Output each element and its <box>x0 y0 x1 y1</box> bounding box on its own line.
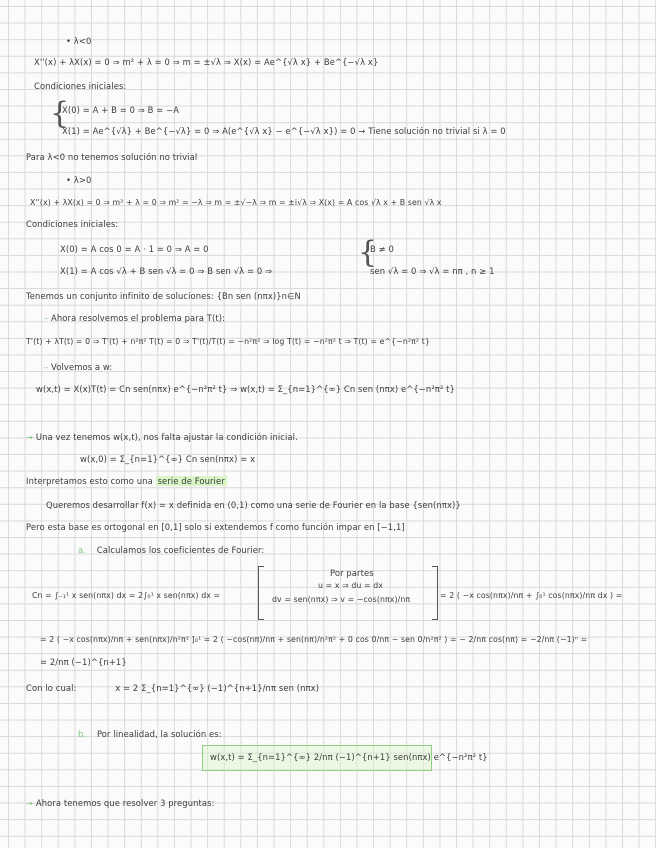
cn-parts-result: = 2 ( −x cos(nπx)/nπ + ∫₀¹ cos(nπx)/nπ dx ) = <box>440 591 623 600</box>
step-a <box>78 544 264 556</box>
step-marker: – <box>44 313 49 323</box>
with-which-label: Con lo cual: <box>26 683 77 693</box>
develop-fx-line: Queremos desarrollar f(x) = x definida en (0,1) como una serie de Fourier en la base {sen(nπx)} <box>46 500 461 510</box>
step-b <box>78 728 222 740</box>
by-parts-dv: dv = sen(nπx) ⇒ v = −cos(nπx)/nπ <box>272 595 411 604</box>
x-series-expansion: x = 2 Σ_{n=1}^{∞} (−1)^{n+1}/nπ sen (nπx) <box>115 683 320 693</box>
system-brace-2: { <box>358 235 378 270</box>
eigen-condition: sen √λ = 0 ⇒ √λ = nπ , n ≥ 1 <box>370 266 495 276</box>
ode-line-1: X''(x) + λX(x) = 0 ⇒ m² + λ = 0 ⇒ m = ±√λ ⇒ X(x) = Ae^{√λ x} + Be^{−√λ x} <box>34 57 379 67</box>
step-b-label: b. <box>78 729 87 739</box>
step-marker: – <box>44 362 49 372</box>
heading-initial-conditions-1: Condiciones iniciales: <box>34 81 127 91</box>
orthogonal-basis-line: Pero esta base es ortogonal en [0,1] solo si extendemos f como función impar en [−1,1] <box>26 522 405 532</box>
case-lambda-positive: • λ>0 <box>66 175 92 185</box>
w-at-zero-line: w(x,0) = Σ_{n=1}^{∞} Cn sen(nπx) = x <box>80 454 256 464</box>
by-parts-title: Por partes <box>330 568 374 578</box>
t-problem-heading: – Ahora resolvemos el problema para T(t): <box>44 313 226 323</box>
ic-x1-line: X(1) = Ae^{√λ} + Be^{−√λ} = 0 ⇒ A(e^{√λ x} − e^{−√λ x}) = 0 → Tiene solución no trivial si λ = 0 <box>62 126 506 136</box>
ic2-x0-line: X(0) = A cos 0 = A · 1 = 0 ⇒ A = 0 <box>60 244 209 254</box>
ic2-x1-line: X(1) = A cos √λ + B sen √λ = 0 ⇒ B sen √λ = 0 ⇒ <box>60 266 273 276</box>
system-brace-1: { <box>50 96 70 131</box>
w-series-line: w(x,t) = X(x)T(t) = Cn sen(nπx) e^{−n²π² t} ⇒ w(x,t) = Σ_{n=1}^{∞} Cn sen (nπx) e^{−n²π² t} <box>36 384 455 394</box>
fourier-interpretation <box>26 475 227 487</box>
b-nonzero: B ≠ 0 <box>370 244 394 254</box>
no-solution-statement: Para λ<0 no tenemos solución no trivial <box>26 152 198 162</box>
t-ode-line: T'(t) + λT(t) = 0 ⇒ T'(t) + n²π² T(t) = 0 ⇒ T'(t)/T(t) = −n²π² ⇒ log T(t) = −n²π² t ⇒ T(t) = e^{−n²π² t} <box>26 337 430 346</box>
step-a-label: a. <box>78 545 86 555</box>
next-questions-line: → Ahora tenemos que resolver 3 preguntas: <box>26 798 215 808</box>
cn-integral-line: Cn = ∫₋₁¹ x sen(nπx) dx = 2∫₀¹ x sen(nπx) dx = <box>32 591 221 600</box>
final-solution: w(x,t) = Σ_{n=1}^{∞} 2/nπ (−1)^{n+1} sen(nπx) e^{−n²π² t} <box>210 752 488 762</box>
step-a-text: Calculamos los coeficientes de Fourier: <box>96 545 265 555</box>
fourier-interpretation-text: Interpretamos esto como una <box>26 476 153 486</box>
solution-set-line: Tenemos un conjunto infinito de soluciones: {Bn sen (nπx)}n∈N <box>26 291 301 301</box>
with-which <box>26 682 319 694</box>
cn-evaluation-line: = 2 ( −x cos(nπx)/nπ + sen(nπx)/n²π² ]₀¹ = 2 ( −cos(nπ)/nπ + sen(nπ)/n²π² + 0 cos 0/nπ − sen 0/n²π² ) = − 2/nπ cos(nπ) = −2/nπ (−1)ⁿ = <box>40 635 588 644</box>
step-marker: → <box>26 798 34 808</box>
initial-condition-step: → Una vez tenemos w(x,t), nos falta ajustar la condición inicial. <box>26 432 298 442</box>
ode-line-2: X''(x) + λX(x) = 0 ⇒ m² + λ = 0 ⇒ m² = −λ ⇒ m = ±√−λ ⇒ m = ±i√λ ⇒ X(x) = A cos √λ x + B sen √λ x <box>30 198 442 207</box>
cn-final-line: = 2/nπ (−1)^{n+1} <box>40 657 127 667</box>
step-b-text: Por linealidad, la solución es: <box>96 729 222 739</box>
fourier-highlight: serie de Fourier <box>157 476 225 486</box>
back-to-w-heading: – Volvemos a w: <box>44 362 113 372</box>
ic-x0-line: X(0) = A + B = 0 ⇒ B = −A <box>62 105 180 115</box>
step-marker: → <box>26 432 34 442</box>
by-parts-u: u = x ⇒ du = dx <box>318 581 383 590</box>
case-lambda-negative: • λ<0 <box>66 36 92 46</box>
heading-initial-conditions-2: Condiciones iniciales: <box>26 219 119 229</box>
